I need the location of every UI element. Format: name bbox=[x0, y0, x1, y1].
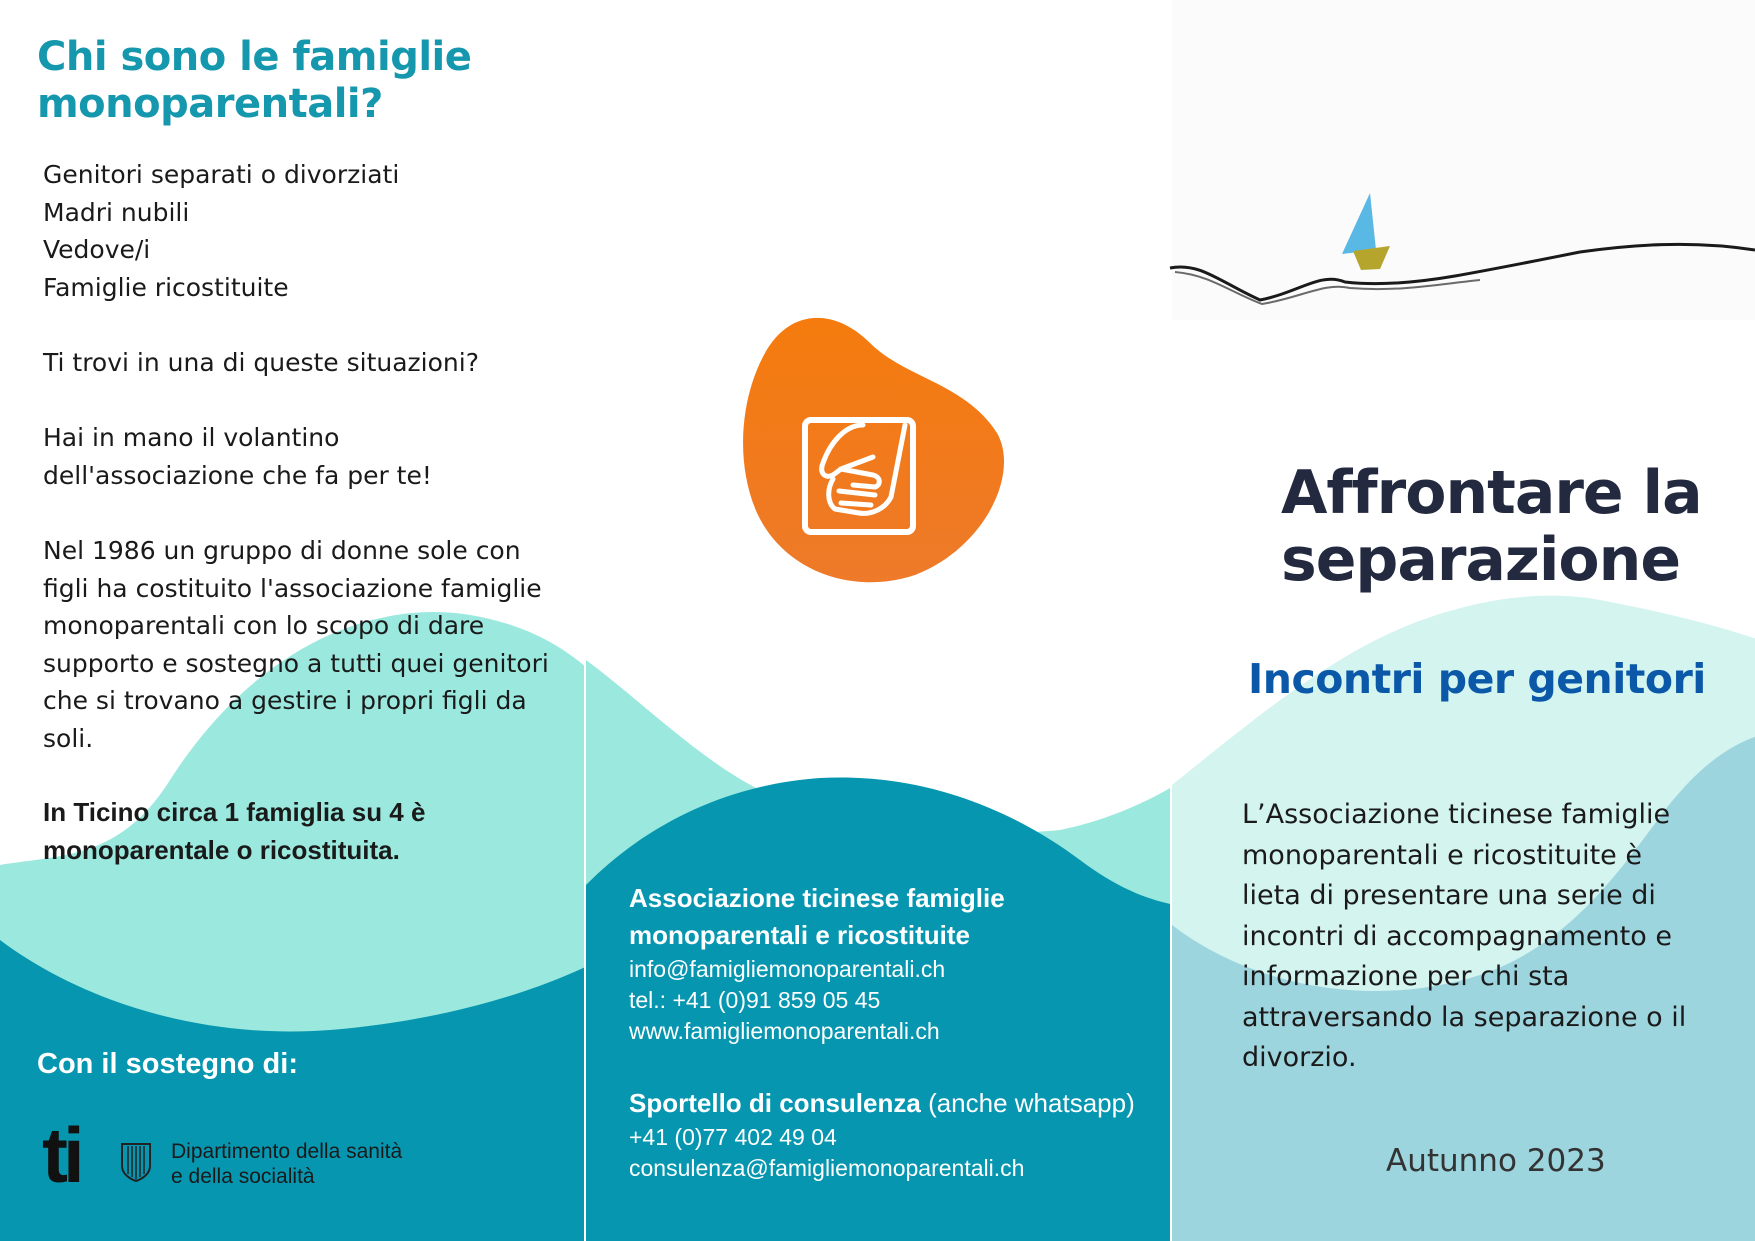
history-paragraph bbox=[43, 532, 563, 757]
flyer-line-1: Hai in mano il volantino bbox=[43, 423, 340, 452]
support-title: Con il sostegno di: bbox=[37, 1048, 298, 1080]
section-heading bbox=[37, 34, 557, 128]
middle-panel bbox=[586, 0, 1170, 1241]
history-line: Nel 1986 un gruppo di donne sole con bbox=[43, 536, 521, 565]
brochure-subtitle: Incontri per genitori bbox=[1248, 655, 1706, 703]
contact-block bbox=[629, 880, 1005, 1047]
intro-line: divorzio. bbox=[1242, 1042, 1357, 1073]
question-text bbox=[43, 344, 563, 382]
org-name-line-1: Associazione ticinese famiglie bbox=[629, 883, 1005, 913]
dept-line-1: Dipartimento della sanità bbox=[171, 1140, 403, 1163]
intro-line: L’Associazione ticinese famiglie bbox=[1242, 799, 1671, 830]
counseling-title-row bbox=[629, 1085, 1135, 1122]
heading-line-1: Chi sono le famiglie bbox=[37, 34, 472, 80]
department-name bbox=[171, 1139, 402, 1189]
history-line: soli. bbox=[43, 723, 94, 753]
handshake-icon bbox=[735, 313, 1007, 585]
intro-line: informazione per chi sta bbox=[1242, 961, 1570, 992]
org-name-line-2: monoparentali e ricostituite bbox=[629, 920, 970, 950]
list-item: Famiglie ricostituite bbox=[43, 272, 289, 302]
list-item: Madri nubili bbox=[43, 197, 190, 227]
history-line: monoparentali con lo scopo di dare bbox=[43, 611, 485, 640]
website-link[interactable]: www.famigliemonoparentali.ch bbox=[629, 1018, 940, 1044]
list-item: Vedove/i bbox=[43, 235, 151, 264]
brochure-title bbox=[1281, 460, 1702, 594]
flyer-text bbox=[43, 419, 563, 494]
counseling-email-link[interactable]: consulenza@famigliemonoparentali.ch bbox=[629, 1155, 1025, 1181]
intro-line: attraversando la separazione o il bbox=[1242, 1001, 1687, 1033]
email-link[interactable]: info@famigliemonoparentali.ch bbox=[629, 956, 946, 982]
flyer-line-2: dell'associazione che fa per te! bbox=[43, 460, 432, 490]
title-line-2: separazione bbox=[1281, 525, 1681, 595]
stat-line-1: In Ticino circa 1 famiglia su 4 è bbox=[43, 797, 426, 827]
history-line: che si trovano a gestire i propri figli da bbox=[43, 686, 527, 715]
ticino-logo: ti bbox=[42, 1111, 80, 1199]
history-line: figli ha costituito l'associazione famiglie bbox=[43, 573, 542, 603]
title-line-1: Affrontare la bbox=[1281, 458, 1702, 528]
counseling-title: Sportello di consulenza bbox=[629, 1088, 921, 1118]
statistic-text bbox=[43, 794, 563, 869]
heading-line-2: monoparentali? bbox=[37, 81, 383, 127]
family-types-list bbox=[43, 156, 563, 306]
history-line: supporto e sostegno a tutti quei genitori bbox=[43, 648, 549, 678]
intro-line: incontri di accompagnamento e bbox=[1242, 920, 1672, 952]
question-line: Ti trovi in una di queste situazioni? bbox=[43, 348, 479, 377]
season-label: Autunno 2023 bbox=[1386, 1143, 1606, 1179]
counseling-note: (anche whatsapp) bbox=[928, 1088, 1135, 1118]
intro-line: lieta di presentare una serie di bbox=[1242, 880, 1656, 911]
shield-icon bbox=[120, 1142, 152, 1182]
intro-paragraph bbox=[1242, 795, 1722, 1079]
counseling-block bbox=[629, 1085, 1135, 1184]
stat-line-2: monoparentale o ricostituita. bbox=[43, 834, 400, 865]
list-item: Genitori separati o divorziati bbox=[43, 160, 400, 189]
phone-number[interactable]: tel.: +41 (0)91 859 05 45 bbox=[629, 987, 881, 1013]
counseling-phone[interactable]: +41 (0)77 402 49 04 bbox=[629, 1124, 837, 1150]
intro-line: monoparentali e ricostituite è bbox=[1242, 839, 1642, 871]
dept-line-2: e della socialità bbox=[171, 1165, 315, 1188]
